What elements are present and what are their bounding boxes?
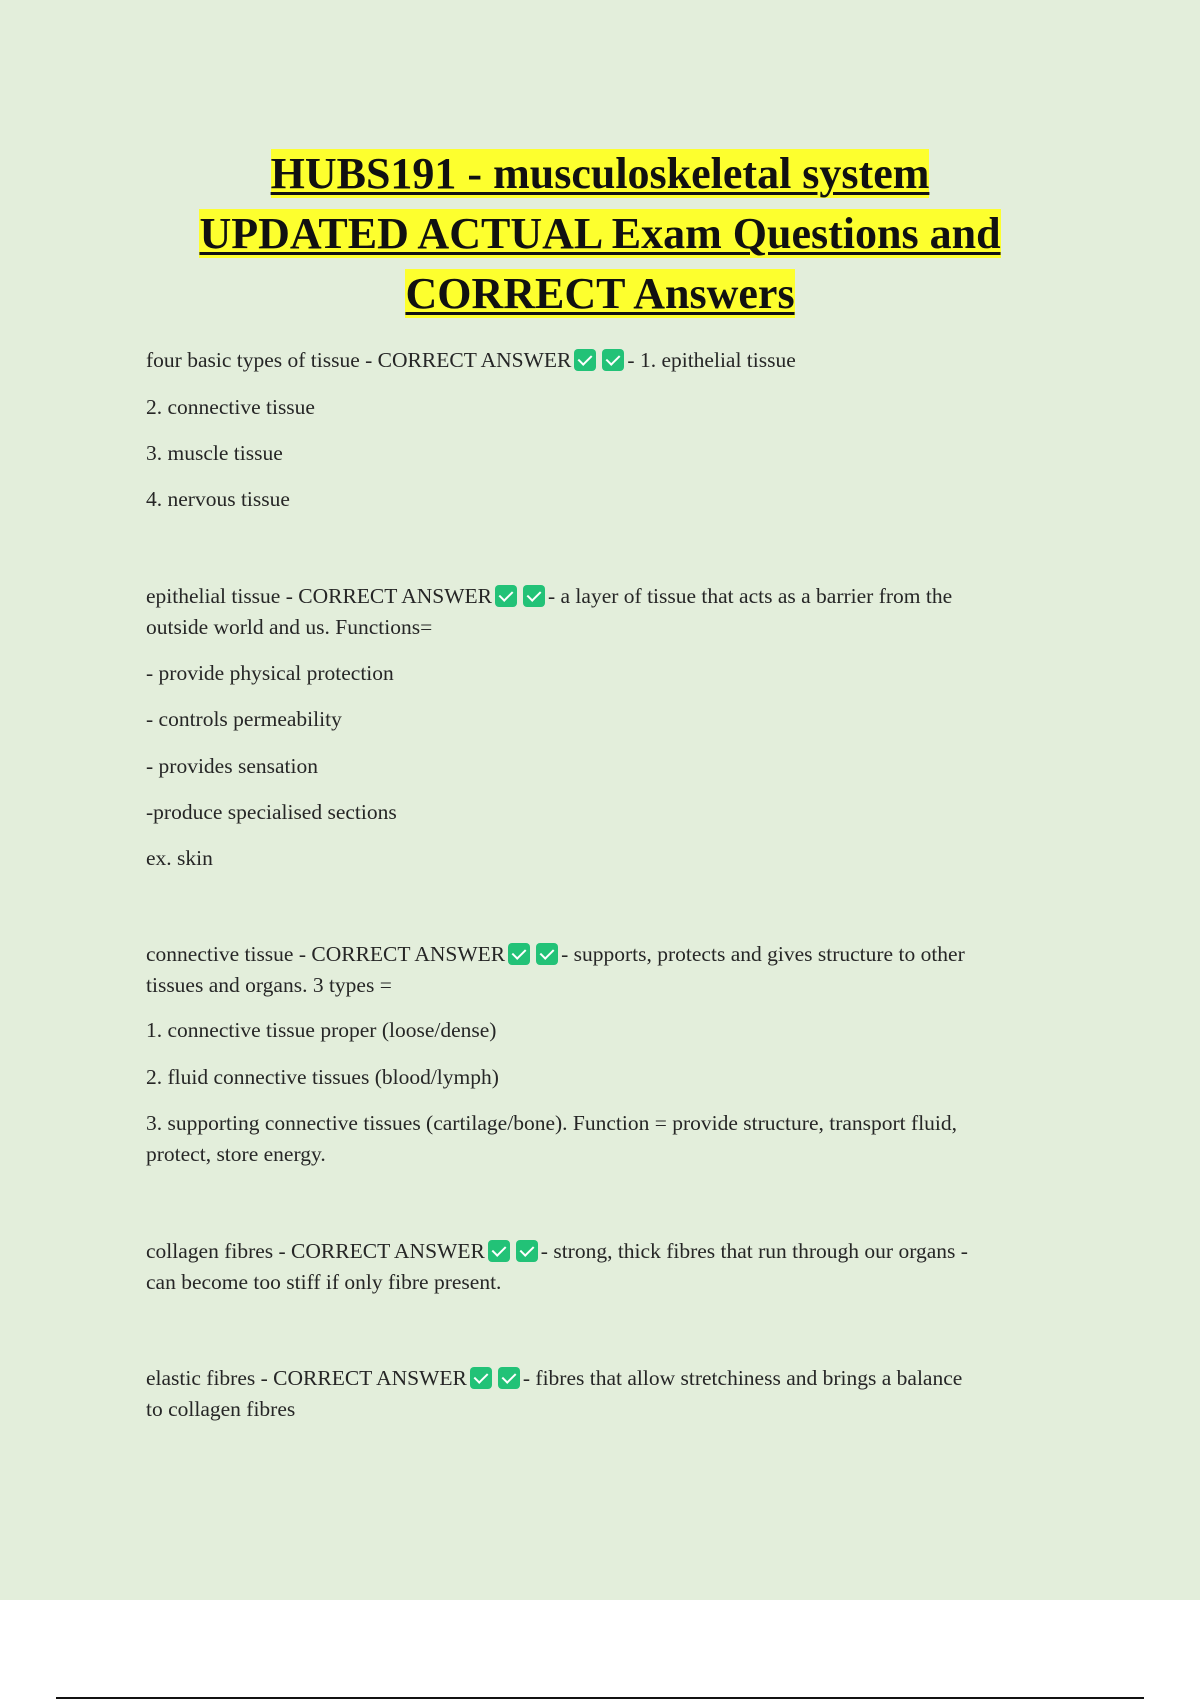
- answer-line: - provide physical protection: [146, 661, 394, 685]
- answer-text: tissues and organs. 3 types =: [146, 973, 392, 997]
- question-term: elastic fibres - CORRECT ANSWER: [146, 1366, 467, 1390]
- qa-entry: [146, 581, 1076, 643]
- document-title: [0, 144, 1200, 324]
- qa-entry: [146, 939, 1076, 1001]
- check-box-icon: [498, 1367, 520, 1389]
- answer-line: 2. connective tissue: [146, 395, 315, 419]
- qa-entry: [146, 1363, 1076, 1425]
- check-box-icon: [523, 585, 545, 607]
- answer-line: - controls permeability: [146, 707, 342, 731]
- check-box-icon: [495, 585, 517, 607]
- title-line: HUBS191 - musculoskeletal system: [270, 149, 930, 198]
- answer-text: - a layer of tissue that acts as a barrier from the: [547, 584, 953, 608]
- answer-text: - fibres that allow stretchiness and brings a balance: [522, 1366, 963, 1390]
- answer-text: - strong, thick fibres that run through our organs -: [540, 1239, 968, 1263]
- qa-entry: [146, 1236, 1076, 1298]
- page-divider: [56, 1697, 1144, 1699]
- check-box-icon: [508, 943, 530, 965]
- answer-line: [146, 1108, 1076, 1170]
- answer-text: can become too stiff if only fibre present.: [146, 1270, 502, 1294]
- check-box-icon: [574, 349, 596, 371]
- title-line: UPDATED ACTUAL Exam Questions and: [199, 209, 1001, 258]
- question-term: connective tissue - CORRECT ANSWER: [146, 942, 506, 966]
- check-box-icon: [488, 1240, 510, 1262]
- answer-line: -produce specialised sections: [146, 800, 397, 824]
- answer-line: 4. nervous tissue: [146, 487, 290, 511]
- answer-line: - provides sensation: [146, 754, 318, 778]
- check-box-icon: [516, 1240, 538, 1262]
- check-box-icon: [602, 349, 624, 371]
- check-box-icon: [536, 943, 558, 965]
- answer-line: 1. connective tissue proper (loose/dense): [146, 1018, 497, 1042]
- answer-text: protect, store energy.: [146, 1142, 326, 1166]
- answer-text: outside world and us. Functions=: [146, 615, 433, 639]
- question-term: collagen fibres - CORRECT ANSWER: [146, 1239, 485, 1263]
- title-line: CORRECT Answers: [405, 269, 795, 318]
- question-term: epithelial tissue - CORRECT ANSWER: [146, 584, 492, 608]
- answer-line: 2. fluid connective tissues (blood/lymph): [146, 1065, 499, 1089]
- answer-text: - supports, protects and gives structure to other: [561, 942, 965, 966]
- answer-line: ex. skin: [146, 846, 213, 870]
- check-box-icon: [470, 1367, 492, 1389]
- question-term: four basic types of tissue - CORRECT ANSWER: [146, 348, 572, 372]
- answer-text: to collagen fibres: [146, 1397, 296, 1421]
- qa-entry: [146, 345, 1076, 376]
- answer-line: 3. muscle tissue: [146, 441, 283, 465]
- answer-text: 3. supporting connective tissues (cartilage/bone). Function = provide structure, transport fluid,: [146, 1111, 958, 1135]
- answer-text: - 1. epithelial tissue: [627, 348, 796, 372]
